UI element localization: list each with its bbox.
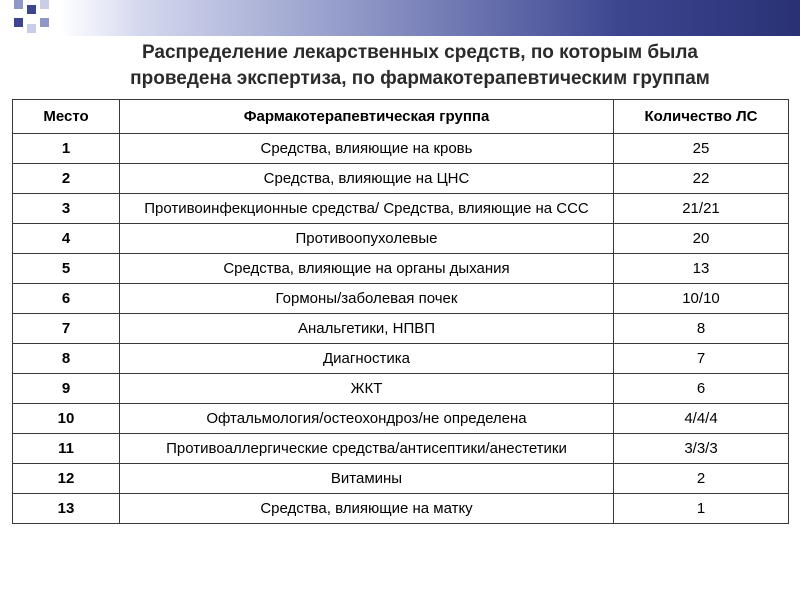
table-row <box>13 494 789 524</box>
cell-place: 5 <box>13 254 120 284</box>
table-row <box>13 464 789 494</box>
table-row <box>13 134 789 164</box>
table-row <box>13 344 789 374</box>
table-row <box>13 284 789 314</box>
drug-groups-table <box>12 99 789 524</box>
slide-title <box>40 40 800 92</box>
cell-place: 3 <box>13 194 120 224</box>
table-row <box>13 374 789 404</box>
cell-count: 22 <box>614 164 789 194</box>
cell-group: Средства, влияющие на ЦНС <box>120 164 614 194</box>
cell-count: 25 <box>614 134 789 164</box>
cell-group: Противоаллергические средства/антисептики/анестетики <box>120 434 614 464</box>
cell-place: 1 <box>13 134 120 164</box>
decor-square <box>40 18 49 27</box>
header-band <box>0 0 800 36</box>
cell-group: Гормоны/заболевая почек <box>120 284 614 314</box>
cell-place: 4 <box>13 224 120 254</box>
cell-count: 7 <box>614 344 789 374</box>
cell-group: Анальгетики, НПВП <box>120 314 614 344</box>
cell-group: Диагностика <box>120 344 614 374</box>
cell-group: Офтальмология/остеохондроз/не определена <box>120 404 614 434</box>
cell-group: ЖКТ <box>120 374 614 404</box>
cell-count: 4/4/4 <box>614 404 789 434</box>
decor-square <box>40 0 49 9</box>
cell-place: 12 <box>13 464 120 494</box>
cell-place: 13 <box>13 494 120 524</box>
header-place: Место <box>13 100 120 134</box>
cell-place: 10 <box>13 404 120 434</box>
cell-group: Витамины <box>120 464 614 494</box>
table-row <box>13 224 789 254</box>
cell-count: 8 <box>614 314 789 344</box>
cell-count: 1 <box>614 494 789 524</box>
cell-group: Средства, влияющие на матку <box>120 494 614 524</box>
cell-group: Противоопухолевые <box>120 224 614 254</box>
header-group: Фармакотерапевтическая группа <box>120 100 614 134</box>
table-row <box>13 194 789 224</box>
cell-place: 9 <box>13 374 120 404</box>
cell-place: 11 <box>13 434 120 464</box>
decor-square <box>14 18 23 27</box>
cell-count: 6 <box>614 374 789 404</box>
decor-square <box>14 0 23 9</box>
cell-group: Средства, влияющие на кровь <box>120 134 614 164</box>
cell-place: 2 <box>13 164 120 194</box>
table-row <box>13 164 789 194</box>
cell-count: 20 <box>614 224 789 254</box>
cell-count: 21/21 <box>614 194 789 224</box>
cell-count: 10/10 <box>614 284 789 314</box>
table-row <box>13 404 789 434</box>
decor-square <box>27 24 36 33</box>
cell-count: 13 <box>614 254 789 284</box>
table-header-row <box>13 100 789 134</box>
decor-square <box>27 5 36 14</box>
cell-place: 7 <box>13 314 120 344</box>
cell-count: 3/3/3 <box>614 434 789 464</box>
table-row <box>13 434 789 464</box>
cell-place: 8 <box>13 344 120 374</box>
table-row <box>13 254 789 284</box>
title-line-1: Распределение лекарственных средств, по которым была <box>141 42 699 63</box>
table-row <box>13 314 789 344</box>
header-count: Количество ЛС <box>614 100 789 134</box>
cell-place: 6 <box>13 284 120 314</box>
cell-group: Средства, влияющие на органы дыхания <box>120 254 614 284</box>
title-line-2: проведена экспертиза, по фармакотерапевтическим группам <box>130 68 710 89</box>
cell-group: Противоинфекционные средства/ Средства, влияющие на ССС <box>120 194 614 224</box>
cell-count: 2 <box>614 464 789 494</box>
